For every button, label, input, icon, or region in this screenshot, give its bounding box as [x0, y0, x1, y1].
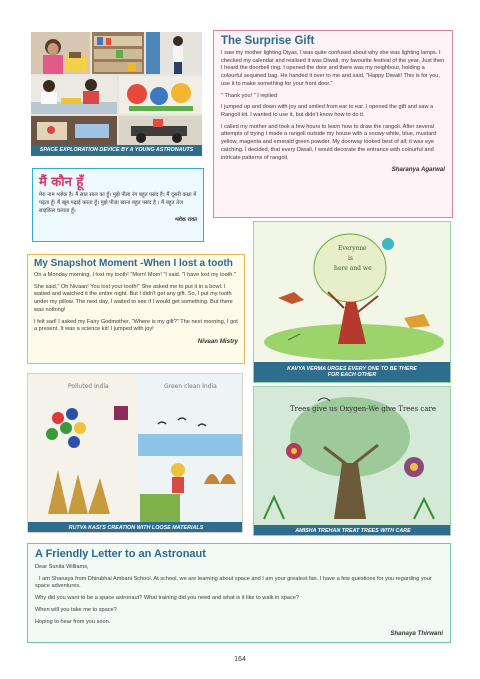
- surprise-gift-paragraph: " Thank you! " I replied: [221, 92, 278, 99]
- rutva-label-right: Green clean India: [164, 383, 217, 390]
- surprise-gift-paragraph: I called my mother and took a few hours to learn how to draw the rangoli. After several attempts of trying I made a rangoli outside my house with a snowy white, blue, mustard yellow, magenta and emerald green powder. My doorway looked best of all; it was eye catching. I decided, that every Diwali, I would decorate the entrance with colourful and intricate patterns of rangoli.: [221, 123, 437, 161]
- surprise-gift-box: [213, 30, 453, 218]
- surprise-gift-paragraph: I saw my mother lighting Diyas, I was quite confused about why she was lighting lamps. I checked my calendar and realised it was Diwali, my favourite festival of the year. Just then I heard the doorbell ring. I opened the door and there was my neighbour, holding a colourful sequined bag. He handed it over to me and said, "Happy Diwali! This is for you, use it to make something for your front door.": [221, 50, 445, 87]
- snapshot-box: [27, 254, 245, 364]
- photo-boy-standing: [146, 32, 202, 74]
- snapshot-paragraph: I felt sad! I asked my Fairy Godmother, "Where is my gift?" The next morning, I got a present. It was a science kit! I jumped with joy!: [34, 318, 238, 333]
- letter-paragraph: Hoping to hear from you soon.: [35, 618, 111, 625]
- snapshot-paragraph: On a Monday morning, I lost my tooth! "Mom! Mom! "I said. "I have lost my tooth.": [34, 272, 236, 278]
- letter-paragraph: I am Shanaya from Dhirubhai Ambani School. At school, we are learning about space and I am your greatest fan. I have a few questions for you regarding your space adventures.: [35, 575, 432, 590]
- photo-kids-working: [31, 76, 117, 114]
- photo-collage-caption: SPACE EXPLORATION DEVICE BY A YOUNG ASTRONAUTS: [31, 145, 202, 156]
- snapshot-title: My Snapshot Moment -When I lost a tooth: [34, 258, 233, 269]
- hindi-box: [32, 168, 204, 242]
- hindi-body: मेरा नाम श्लोक है। मैं सात साल का हूँ। मुझे नीला रंग बहुत पसंद है। मैं दूसरी कक्षा में पढ़ता हूँ। मैं खूब पढ़ाई करता हूँ। मुझे पीज़ा खाना बहुत पसंद है । मैं बहुत तेज साइकिल चलाता हूँ।: [39, 192, 197, 214]
- photo-classroom-shelves: [92, 32, 144, 74]
- letter-paragraph: Why did you want to be a space astronaut? What training did you need and what is it like to walk in space?: [35, 595, 299, 602]
- astronaut-letter-box: [27, 543, 451, 643]
- snapshot-paragraph: She said," Oh Nivaan! You lost your tooth!" She asked me to put it in a bowl. I waited and watched it the entire night. But I didn't get any gift. So, I put my tooth under my pillow. The next day, I waited to see if I would get something. But there was nothing!: [34, 283, 233, 313]
- photo-girl-with-model: [31, 32, 90, 74]
- kavya-text-2: is: [348, 255, 353, 262]
- rutva-label-left: Polluted India: [68, 383, 109, 390]
- amisha-art-text: Trees give us Oxygen-We give Trees care: [290, 405, 436, 413]
- amisha-art: [253, 386, 451, 536]
- photo-collage: [31, 32, 202, 156]
- snapshot-signature: Nivaan Mistry: [197, 338, 238, 346]
- letter-paragraph: When will you take me to space?: [35, 606, 117, 613]
- kavya-caption: KAVYA VERMA URGES EVERY ONE TO BE THERE FOR EACH OTHER: [254, 362, 450, 382]
- surprise-gift-title: The Surprise Gift: [221, 35, 315, 47]
- hindi-signature: श्लोक रावत: [174, 217, 197, 224]
- kavya-drawing: [253, 221, 451, 383]
- kavya-text-1: Everyone: [338, 245, 367, 252]
- surprise-gift-paragraph: I jumped up and down with joy and smiled from ear to ear. I opened the gift and saw a Rangoli kit. I wanted to use it, but didn't know how to do it.: [221, 104, 434, 119]
- rutva-caption: RUTVA KASI'S CREATION WITH LOOSE MATERIALS: [28, 522, 243, 533]
- letter-signature: Shanaya Thirwani: [390, 630, 443, 638]
- letter-salutation: Dear Sunita Williams,: [35, 564, 89, 570]
- kavya-drawing-art: [254, 222, 450, 360]
- photo-colourful-model: [119, 76, 202, 114]
- rutva-art: [27, 373, 243, 533]
- hindi-title: मैं कौन हूँ: [39, 175, 84, 190]
- page-number: 164: [234, 656, 246, 663]
- photo-table-project: [31, 116, 117, 146]
- rutva-art-image: [28, 374, 243, 522]
- photo-device: [119, 116, 202, 146]
- amisha-art-image: [254, 387, 451, 525]
- surprise-gift-signature: Sharanya Agarwal: [391, 166, 445, 174]
- letter-title: A Friendly Letter to an Astronaut: [35, 548, 206, 560]
- kavya-text-3: here and we: [334, 265, 372, 272]
- amisha-caption: AMISHA TREHAN TREAT TREES WITH CARE: [254, 525, 451, 536]
